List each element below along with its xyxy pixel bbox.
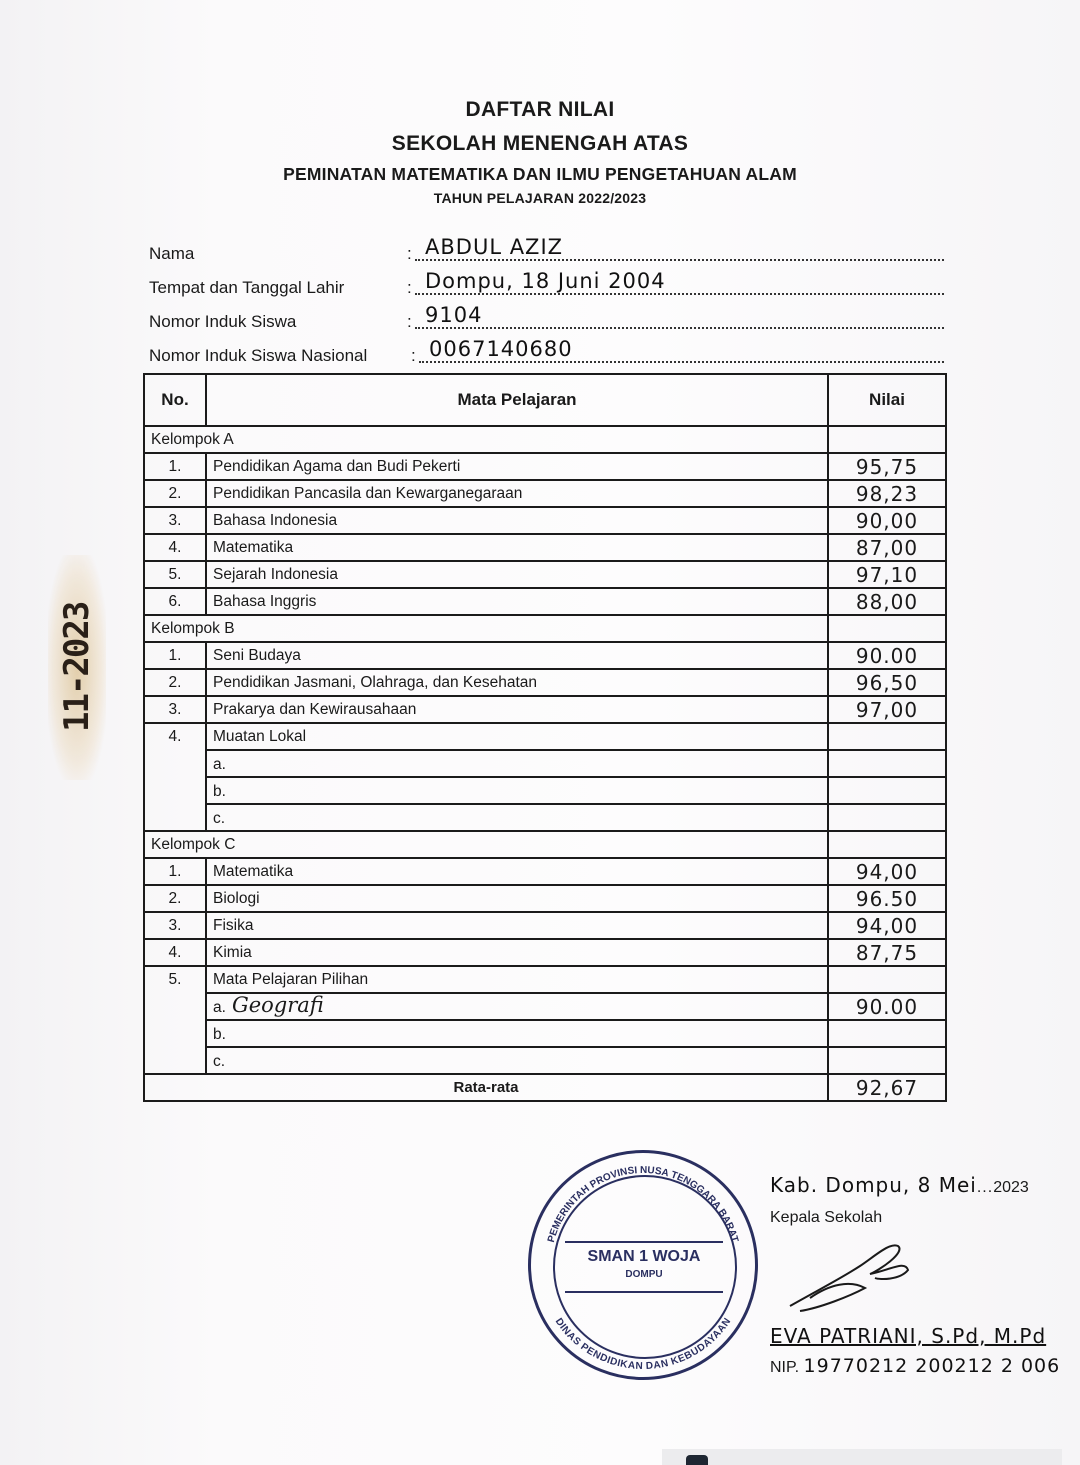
field-nis [149,300,944,334]
row-grade [828,1047,946,1074]
row-subject: Matematika [206,534,828,561]
punched-date-mark: 11-2023 [48,555,106,780]
row-grade: 87,00 [828,534,946,561]
group-label: Kelompok C [144,831,828,858]
dotted-line [415,259,944,261]
stamp-city: DOMPU [625,1269,663,1280]
row-grade: 98,23 [828,480,946,507]
header-no: No. [144,374,206,426]
table-row [144,453,946,480]
empty-cell [828,966,946,993]
row-grade [828,777,946,804]
table-row [144,642,946,669]
sign-date [770,1172,1029,1201]
table-row [144,885,946,912]
row-no: 3. [144,507,206,534]
grades-table [143,373,947,1102]
field-value: 9104 [425,303,483,327]
group-row-c [144,831,946,858]
dots: ... [976,1179,994,1196]
sub-label [206,1020,828,1047]
field-value: Dompu, 18 Juni 2004 [425,269,666,293]
row-no: 6. [144,588,206,615]
average-row [144,1074,946,1101]
empty-cell [828,723,946,750]
table-row [144,480,946,507]
sign-place-date: Kab. Dompu, 8 Mei [770,1173,977,1197]
field-label: Nomor Induk Siswa Nasional [149,346,368,365]
group-row-b [144,615,946,642]
principal-nip [770,1354,1060,1380]
sub-label [206,804,828,831]
stamp-school: SMAN 1 WOJA [587,1248,701,1265]
row-grade: 90.00 [828,642,946,669]
header-subject: Mata Pelajaran [206,374,828,426]
field-value: ABDUL AZIZ [425,235,564,259]
row-grade [828,750,946,777]
sign-year: 2023 [993,1179,1029,1196]
stamp-inner-ring [553,1175,737,1359]
row-subject: Bahasa Inggris [206,588,828,615]
stamp-top-text: PEMERINTAH PROVINSI NUSA TENGGARA BARAT [545,1164,741,1244]
sub-label [206,993,828,1020]
row-subject: Bahasa Indonesia [206,507,828,534]
field-label: Nomor Induk Siswa [149,312,297,331]
colon: : [407,278,412,297]
field-label: Nama [149,244,195,263]
row-grade: 94,00 [828,858,946,885]
row-grade [828,1020,946,1047]
sub-label [206,777,828,804]
field-nisn [149,334,944,368]
table-row [144,534,946,561]
row-subject: Seni Budaya [206,642,828,669]
table-row [144,588,946,615]
colon: : [407,244,412,263]
colon: : [411,346,416,365]
sub-letter: b. [213,783,226,800]
table-row [144,858,946,885]
row-no: 1. [144,453,206,480]
sub-letter: b. [213,1026,226,1043]
empty-cell [828,831,946,858]
row-no: 1. [144,858,206,885]
table-row [144,507,946,534]
row-subject: Pendidikan Jasmani, Olahraga, dan Kesehatan [206,669,828,696]
table-subrow [144,1020,946,1047]
row-grade: 87,75 [828,939,946,966]
row-grade [828,804,946,831]
row-subject: Matematika [206,858,828,885]
school-level: SEKOLAH MENENGAH ATAS [391,132,689,155]
dotted-line [415,293,944,295]
table-row-local [144,723,946,750]
row-subject: Kimia [206,939,828,966]
principal-name: EVA PATRIANI, S.Pd, M.Pd [770,1324,1047,1348]
sub-letter: c. [213,810,226,827]
row-subject: Pendidikan Agama dan Budi Pekerti [206,453,828,480]
signature-scribble-icon [780,1234,920,1314]
table-row [144,939,946,966]
academic-year: TAHUN PELAJARAN 2022/2023 [433,190,647,206]
row-no: 4. [144,939,206,966]
row-grade: 94,00 [828,912,946,939]
table-row-elective [144,966,946,993]
table-subrow [144,804,946,831]
row-no: 2. [144,669,206,696]
row-grade: 90.00 [828,993,946,1020]
row-subject: Prakarya dan Kewirausahaan [206,696,828,723]
row-no: 3. [144,912,206,939]
row-subject: Fisika [206,912,828,939]
average-label: Rata-rata [144,1074,828,1101]
row-no: 2. [144,885,206,912]
sub-letter: a. [213,756,226,773]
row-subject: Biologi [206,885,828,912]
table-subrow [144,1047,946,1074]
row-no: 4. [144,534,206,561]
row-grade: 95,75 [828,453,946,480]
field-label: Tempat dan Tanggal Lahir [149,278,345,297]
sub-letter: a. [213,999,226,1016]
sign-title: Kepala Sekolah [770,1209,883,1226]
table-row [144,669,946,696]
row-no: 5. [144,561,206,588]
empty-cell [828,615,946,642]
table-row [144,912,946,939]
row-subject: Mata Pelajaran Pilihan [206,966,828,993]
document-title: DAFTAR NILAI [465,98,615,121]
signature-block [770,1172,1070,1402]
bottom-toolbar [662,1449,1062,1465]
table-header-row [144,374,946,426]
average-value: 92,67 [828,1074,946,1101]
group-row-a [144,426,946,453]
dotted-line [415,327,944,329]
field-birth [149,266,944,300]
nip-label: NIP. [770,1359,800,1376]
group-label: Kelompok A [144,426,828,453]
empty-cell [828,426,946,453]
row-no: 3. [144,696,206,723]
document-header [0,96,1080,208]
header-grade: Nilai [828,374,946,426]
sub-letter: c. [213,1053,226,1070]
nip-value: 19770212 200212 2 006 [803,1355,1061,1377]
row-subject: Sejarah Indonesia [206,561,828,588]
group-label: Kelompok B [144,615,828,642]
table-subrow [144,777,946,804]
app-icon[interactable] [686,1455,708,1465]
sub-label [206,750,828,777]
school-stamp [528,1150,758,1380]
row-subject: Pendidikan Pancasila dan Kewarganegaraan [206,480,828,507]
field-value: 0067140680 [429,337,573,361]
stamp-band [565,1241,723,1293]
sub-name: Geografi [231,993,324,1017]
colon: : [407,312,412,331]
row-grade: 90,00 [828,507,946,534]
stamp-bottom-text: DINAS PENDIDIKAN DAN KEBUDAYAAN [552,1316,734,1373]
row-grade: 96,50 [828,669,946,696]
row-subject: Muatan Lokal [206,723,828,750]
row-grade: 88,00 [828,588,946,615]
dotted-line [419,361,944,363]
row-grade: 97,10 [828,561,946,588]
table-subrow [144,993,946,1020]
student-identity [149,232,944,368]
sub-label [206,1047,828,1074]
table-row [144,696,946,723]
row-no: 1. [144,642,206,669]
row-no: 5. [144,966,206,1074]
field-name [149,232,944,266]
row-grade: 96.50 [828,885,946,912]
program-title: PEMINATAN MATEMATIKA DAN ILMU PENGETAHUAN ALAM [283,164,797,184]
table-row [144,561,946,588]
row-no: 2. [144,480,206,507]
table-subrow [144,750,946,777]
row-grade: 97,00 [828,696,946,723]
row-no: 4. [144,723,206,831]
